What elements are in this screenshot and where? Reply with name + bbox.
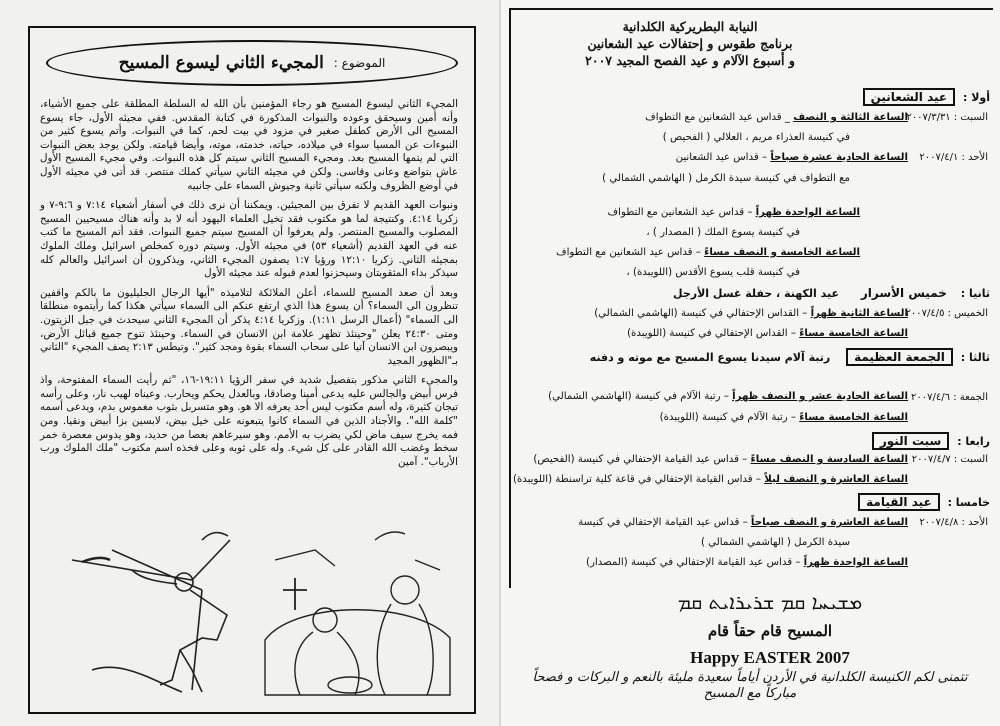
topic-oval: [46, 40, 458, 86]
section-title: عيد القيامة: [858, 493, 940, 511]
happy-easter-line: Happy EASTER 2007: [690, 648, 850, 667]
schedule-entry: الساعة العاشرة و النصف صباحاً – قداس عيد القيامة الإحتفالي في كنيسة: [578, 517, 908, 528]
schedule-entry: الساعة العاشرة و النصف ليلاً – قداس القيامة الإحتفالي في قاعة كلية تراسنطة (اللويبدة): [512, 474, 908, 485]
schedule-entry: الساعة الخامسة مساءً – القداس الإحتفالي في كنيسة (اللويبدة): [627, 328, 908, 339]
day-date: الخميس : ٢٠٠٧/٤/٥: [905, 308, 988, 319]
schedule-entry: الساعة الواحدة ظهراً – قداس عيد الشعانين مع التطواف: [607, 207, 860, 218]
program-header: [520, 18, 860, 69]
washing-feet-drawing: [255, 520, 455, 698]
day-date: الجمعة : ٢٠٠٧/٤/٦: [911, 392, 988, 403]
section-4: [872, 432, 990, 450]
schedule-entry: الساعة الحادية عشر و النصف ظهراً – رتبة الآلام في كنيسة (الهاشمي الشمالي): [548, 391, 908, 402]
section-ordinal: ثانيا :: [960, 287, 990, 300]
section-3: [590, 348, 990, 366]
schedule-entry: الساعة الثانية ظهراً – القداس الإحتفالي في كنيسة (الهاشمي الشمالي): [594, 308, 908, 319]
section-1: [863, 88, 990, 106]
article-body: [40, 98, 458, 475]
section-subtitle: رتبة آلام سيدنا يسوع المسيح مع موته و دفنه: [589, 351, 831, 364]
crucifixion-illustration: [52, 520, 252, 698]
article-paragraph: والمجيء الثاني مذكور بتفصيل شديد في سفر الرؤيا ١٩:١١-١٦، "ثم رأيت السماء المفتوحة، واذ فرس أبيض والجالس عليه يدعى أمينا وصادقا، وبالعدل يحكم ويحارب. وعيناه لهيب نار، وعلى رأسه تيجان كثيرة، وله أسم مكتوب ليس أحد يعرفه الا هو. وهو متسربل بثوب مغموس بدم، ويدعى أسمه "كلمة الله". والأجناد الذين في السماء كانوا يتبعونه على خيل بيض، لابسين بزا أبيض ونقيا. ومن فمه يخرج سيف ماض لكي يضرب به الأمم. وهو سيرعاهم بعصا من حديد، وهو يدوس معصرة خمر سخط وغضب الله القادر على كل شيء. وله على ثوبه وعلى فخذه اسم مكتوب "ملك الملوك ورب الأرباب". آمين: [40, 374, 458, 468]
schedule-entry: الساعة الخامسة و النصف مساءً – قداس عيد الشعانين مع التطواف: [556, 247, 860, 258]
section-2: [673, 286, 990, 300]
article-paragraph: وبعد أن صعد المسيح للسماء، أعلن الملائكة لتلاميذه "أيها الرجال الجليليون ما بالكم واقفين تنظرون الى السماء؟ أن يسوع هذا الذي ارتفع عنكم الى السماء سيأتي هكذا كما رأيتموه منطلقا الى السماء" (أعمال الرسل ١:١١). وزكريا ٤:١٤ يذكر أن المجيء الثاني سيحدث في جبل الزيتون. ومتى ٢٤:٣٠ يعلن "وحينئذ تظهر علامة ابن الانسان في السماء. وحينئذ تنوح جميع قبائل الأرض، ويبصرون ابن الانسان آتيا على سحاب السماء بقوة ومجد كثير". وتيطس ٢:١٣ يصف المجيء "الثاني بـ"الظهور المجيد: [40, 286, 458, 367]
section-5: [858, 493, 990, 511]
syriac-greeting: ܡܫܝܚܐ ܩܡ ܫܪܝܪܐܝܬ ܩܡ: [677, 590, 863, 614]
schedule-entry: الساعة الواحدة ظهراً – قداس عيد القيامة الإحتفالي في كنيسة (المصدار): [586, 557, 908, 568]
easter-wish: [505, 670, 995, 702]
header-line-2: برنامج طقوس و إحتفالات عيد الشعانين: [587, 36, 793, 51]
schedule-entry: في كنيسة العذراء مريم ، العلالي ( الفحيص ): [662, 132, 850, 143]
section-subtitle: عيد الكهنة ، حفلة غسل الأرجل: [673, 287, 839, 300]
section-title: خميس الأسرار: [860, 286, 947, 300]
schedule-entry: الساعة الثالثة و النصف _ قداس عيد الشعانين مع التطواف: [645, 112, 908, 123]
washing-feet-illustration: [255, 520, 455, 698]
day-date: الأحد : ٢٠٠٧/٤/٨: [919, 517, 988, 528]
page-fold: [499, 0, 501, 726]
schedule-entry: الساعة السادسة و النصف مساءً – قداس عيد القيامة الإحتفالي في كنيسة (الفحيص): [533, 454, 908, 465]
schedule-entry: الساعة الخامسة مساءً – رتبة الآلام في كنيسة (اللويبدة): [659, 412, 908, 423]
article-paragraph: المجيء الثاني ليسوع المسيح هو رجاء المؤمنين بأن الله له السلطة المطلقة على جميع الأشياء، وأنه أمين وسيحقق وعوده والنبوات المذكورة في كتابة المقدس. ففي مجيئه الأول، جاء يسوع المسيح الى الأرض كطفل صغير في مزود في بيت لحم، كما في النبوات. وأتم يسوع كثير من النبوءات عن المسيا سواء في ميلاده، حياته، خدمته، موته، وأيضا قيامته. ولكن يوجد بعض النبوات التي لم يتمها المسيح بعد. ومجيء المسيح الثاني سيتم كل هذه النبوات. وفي مجيء المسيح الأول عاش بتواضع وعانى وقاسى. ولكن في مجيئه الثاني سيأتي كملك منتصر. قد أتى في مجيئه الأول في أوضع الظروف ولكنه سيأتي ثانية وجيوش السماء على جانبيه: [40, 98, 458, 192]
wish-line-1: تتمنى لكم الكنيسة الكلدانية في الأردن أياماً سعيدة مليئة بالنعم و البركات و فصحاً: [532, 670, 968, 685]
schedule-entry: في كنيسة قلب يسوع الأقدس (اللويبدة) ،: [626, 267, 800, 278]
schedule-entry: الساعة الحادية عشرة صباحاً – قداس عيد الشعانين: [675, 152, 908, 163]
schedule-entry: مع التطواف في كنيسة سيدة الكرمل ( الهاشمي الشمالي ): [602, 173, 850, 184]
schedule-entry: سيدة الكرمل ( الهاشمي الشمالي ): [700, 537, 850, 548]
section-ordinal: أولا :: [962, 91, 990, 104]
day-date: السبت : ٢٠٠٧/٣/٣١: [906, 112, 988, 123]
section-ordinal: خامسا :: [947, 496, 990, 509]
header-line-1: النيابة البطريركية الكلدانية: [622, 19, 758, 34]
section-title: الجمعة العظيمة: [846, 348, 953, 366]
section-title: عيد الشعانين: [863, 88, 956, 106]
section-title: سبت النور: [872, 432, 950, 450]
article-paragraph: ونبوات العهد القديم لا تفرق بين المجيئين. ويمكننا أن نرى ذلك في أسفار أشعياء ٧:١٤ و ٩:٦-٧ و زكريا ٤:١٤. وكنتيجة لما هو مكتوب فقد تخيل العلماء اليهود أنه لا بد وأنه هناك مسيحيين المسيح المصلوب والمسيح المنتصر. ولم يعرفوا أن المسيح سيتم جميع النبوات. فقد أتم المسيح ما كتب عنه في العهد القديم (أشعياء ٥٣) في مجيئه الأول. وسيتم دوره كمخلص اسرائيل وملك الملوك بمجيئه الثاني. زكريا ١٢:١٠ ورؤيا ١:٧ يصفون المجيء الثاني، ويذكرون أن اسرائيل والعالم كله سيذكر بداء المثقوبتان وسيحزنوا لعدم قبوله عند مجيئه الأول: [40, 199, 459, 280]
section-ordinal: ثالثا :: [960, 351, 990, 364]
christ-risen-line: المسيح قام حقاً قام: [707, 622, 833, 640]
day-date: السبت : ٢٠٠٧/٤/٧: [911, 454, 988, 465]
header-line-3: و أسبوع الآلام و عيد الفصح المجيد ٢٠٠٧: [585, 53, 795, 68]
topic-label: الموضوع :: [333, 56, 386, 70]
day-date: الأحد : ٢٠٠٧/٤/١: [919, 152, 988, 163]
section-ordinal: رابعا :: [957, 435, 990, 448]
wish-line-2: مباركاً مع المسيح: [703, 686, 797, 701]
topic-title: المجيء الثاني ليسوع المسيح: [118, 53, 324, 73]
crucifixion-drawing: [52, 520, 252, 698]
schedule-entry: في كنيسة يسوع الملك ( المصدار ) ،: [646, 227, 800, 238]
